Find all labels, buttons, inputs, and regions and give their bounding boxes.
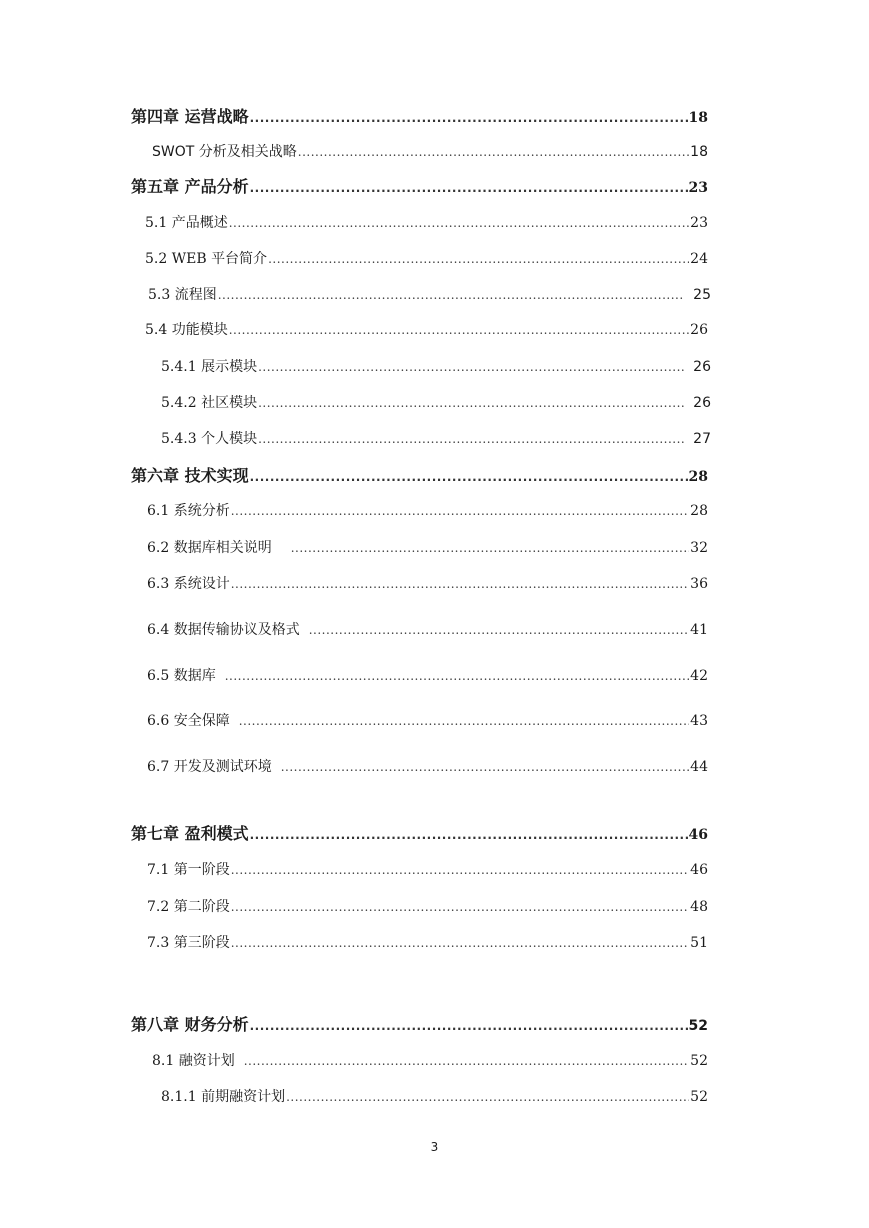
dot-leader — [218, 286, 684, 304]
toc-entry-label: 5.2 WEB 平台简介 — [145, 251, 268, 267]
toc-entry-label: 6.1 系统分析 — [147, 503, 230, 519]
toc-entry-label: 5.3 流程图 — [148, 287, 217, 303]
toc-entry[interactable] — [147, 502, 708, 520]
toc-entry-page: 27 — [693, 431, 711, 447]
toc-entry[interactable] — [147, 898, 708, 916]
toc-entry[interactable] — [145, 250, 708, 268]
toc-entry[interactable] — [161, 1088, 708, 1106]
dot-leader — [258, 394, 684, 412]
toc-entry-page: 28 — [690, 503, 708, 519]
toc-entry-chapter-7[interactable] — [131, 825, 708, 844]
toc-entry-label: 8.1.1 前期融资计划 — [161, 1089, 286, 1105]
toc-entry-page: 23 — [688, 180, 708, 196]
toc-entry-label: 8.1 融资计划 — [152, 1053, 235, 1069]
dot-leader — [239, 712, 689, 730]
toc-entry-chapter-4[interactable] — [131, 108, 708, 127]
toc-entry-page: 18 — [688, 110, 708, 126]
toc-entry-label: 6.7 开发及测试环境 — [147, 759, 272, 775]
toc-entry[interactable] — [147, 934, 708, 952]
toc-entry-page: 28 — [688, 469, 708, 485]
toc-entry[interactable] — [161, 430, 711, 448]
toc-entry-page: 26 — [693, 359, 711, 375]
toc-entry-page: 32 — [690, 540, 708, 556]
toc-entry-page: 42 — [690, 668, 708, 684]
dot-leader — [250, 179, 688, 197]
toc-entry-label: 5.4.3 个人模块 — [161, 431, 258, 447]
dot-leader — [286, 1088, 689, 1106]
toc-entry-label: 5.4.1 展示模块 — [161, 359, 258, 375]
dot-leader — [229, 321, 689, 339]
toc-entry-page: 25 — [693, 287, 711, 303]
dot-leader — [281, 758, 689, 776]
toc-entry-chapter-8[interactable] — [131, 1016, 708, 1035]
toc-entry-page: 23 — [690, 215, 708, 231]
toc-entry-label: 第六章 技术实现 — [131, 466, 249, 485]
dot-leader — [250, 109, 688, 127]
toc-entry-page: 44 — [690, 759, 708, 775]
toc-entry-page: 26 — [693, 395, 711, 411]
toc-entry-page: 46 — [688, 827, 708, 843]
toc-entry-label: 7.3 第三阶段 — [147, 935, 230, 951]
toc-entry[interactable] — [147, 861, 708, 879]
dot-leader — [258, 430, 684, 448]
dot-leader — [291, 539, 689, 557]
toc-entry-label: 第五章 产品分析 — [131, 177, 249, 196]
toc-entry-page: 48 — [690, 899, 708, 915]
toc-entry[interactable] — [147, 621, 708, 639]
toc-entry[interactable] — [145, 321, 708, 339]
toc-entry-label: 第八章 财务分析 — [131, 1015, 249, 1034]
toc-entry[interactable] — [152, 1052, 708, 1070]
toc-entry-page: 24 — [690, 251, 708, 267]
dot-leader — [250, 826, 688, 844]
dot-leader — [244, 1052, 689, 1070]
dot-leader — [231, 502, 689, 520]
toc-entry-label: 7.1 第一阶段 — [147, 862, 230, 878]
toc-entry[interactable] — [147, 758, 708, 776]
dot-leader — [250, 1017, 688, 1035]
dot-leader — [231, 861, 689, 879]
toc-entry-page: 41 — [690, 622, 708, 638]
dot-leader — [231, 575, 689, 593]
dot-leader — [231, 934, 689, 952]
toc-entry[interactable] — [161, 394, 711, 412]
dot-leader — [231, 898, 689, 916]
dot-leader — [309, 621, 689, 639]
dot-leader — [225, 667, 689, 685]
toc-entry[interactable] — [147, 539, 708, 557]
dot-leader — [229, 214, 689, 232]
toc-entry-page: 43 — [690, 713, 708, 729]
toc-entry-label: 6.3 系统设计 — [147, 576, 230, 592]
toc-entry-page: 26 — [690, 322, 708, 338]
toc-entry[interactable] — [161, 358, 711, 376]
toc-entry-label: 6.2 数据库相关说明 — [147, 540, 272, 556]
toc-entry-label: 7.2 第二阶段 — [147, 899, 230, 915]
toc-entry-page: 46 — [690, 862, 708, 878]
dot-leader — [250, 468, 688, 486]
toc-entry-page: 36 — [690, 576, 708, 592]
toc-entry-label: 第四章 运营战略 — [131, 107, 249, 126]
toc-entry-page: 52 — [690, 1089, 708, 1105]
toc-entry[interactable] — [145, 214, 708, 232]
toc-entry[interactable] — [147, 667, 708, 685]
toc-entry-chapter-5[interactable] — [131, 178, 708, 197]
toc-entry[interactable] — [148, 286, 711, 304]
toc-entry[interactable] — [147, 712, 708, 730]
page-number: 3 — [430, 1140, 439, 1154]
dot-leader — [298, 143, 689, 161]
toc-entry-page: 51 — [690, 935, 708, 951]
toc-entry-page: 18 — [690, 144, 708, 160]
toc-entry-label: 5.4.2 社区模块 — [161, 395, 258, 411]
toc-entry[interactable] — [147, 575, 708, 593]
toc-entry-label: 第七章 盈利模式 — [131, 824, 249, 843]
toc-entry-label: SWOT 分析及相关战略 — [152, 144, 297, 160]
toc-entry-chapter-6[interactable] — [131, 467, 708, 486]
toc-entry[interactable] — [152, 143, 708, 161]
dot-leader — [258, 358, 684, 376]
dot-leader — [268, 250, 689, 268]
toc-entry-label: 5.1 产品概述 — [145, 215, 228, 231]
toc-entry-label: 6.4 数据传输协议及格式 — [147, 622, 300, 638]
toc-entry-label: 6.6 安全保障 — [147, 713, 230, 729]
toc-entry-label: 5.4 功能模块 — [145, 322, 228, 338]
toc-entry-page: 52 — [688, 1018, 708, 1034]
toc-entry-page: 52 — [690, 1053, 708, 1069]
toc-entry-label: 6.5 数据库 — [147, 668, 216, 684]
